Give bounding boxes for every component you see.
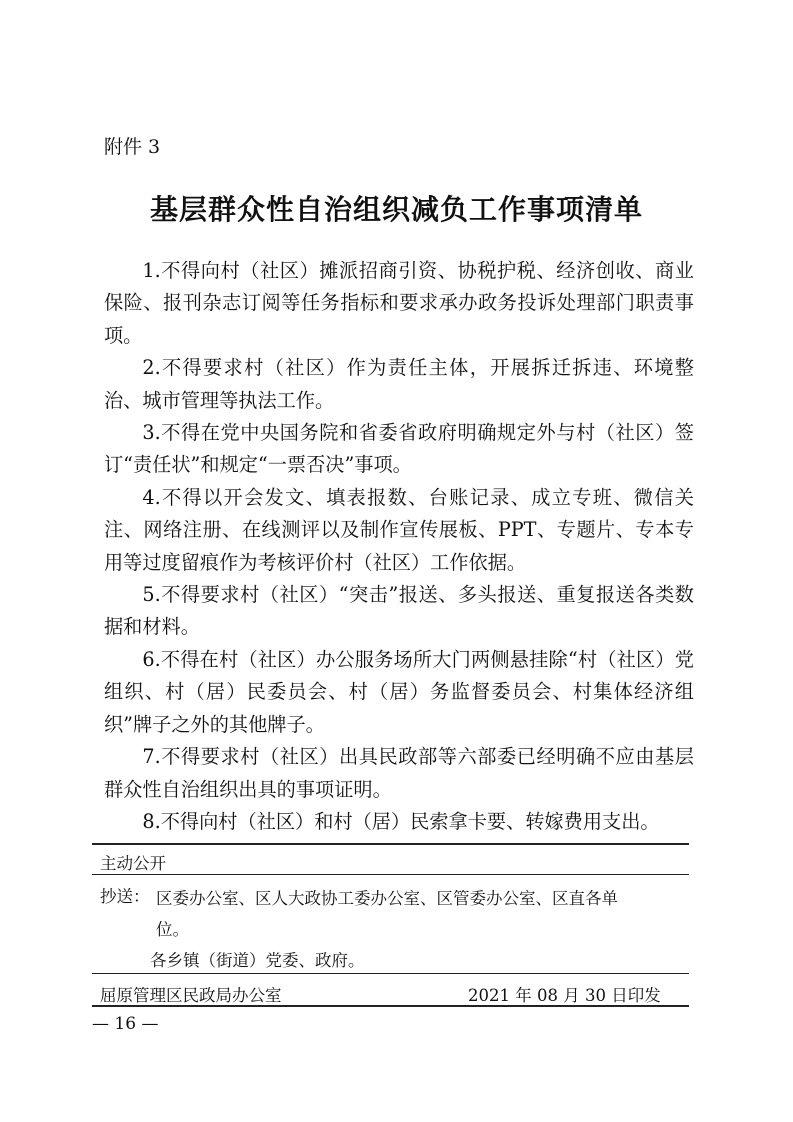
issue-date: 2021 年 08 月 30 日印发 bbox=[468, 986, 661, 1005]
footer-divider bbox=[92, 973, 689, 974]
cc-line: 区委办公室、区人大政协工委办公室、区管委办公室、区直各单 bbox=[156, 889, 618, 908]
footer-bottom-rule bbox=[92, 1005, 689, 1007]
cc-line: 各乡镇（街道）党委、政府。 bbox=[150, 951, 365, 970]
list-item: 3.不得在党中央国务院和省委省政府明确规定外与村（社区）签订“责任状”和规定“一票否决”事项。 bbox=[104, 421, 694, 477]
list-item: 6.不得在村（社区）办公服务场所大门两侧悬挂除“村（社区）党组织、村（居）民委员会、村（居）务监督委员会、村集体经济组织”牌子之外的其他牌子。 bbox=[104, 647, 694, 736]
footer-top-rule bbox=[92, 843, 689, 845]
issuer: 屈原管理区民政局办公室 bbox=[100, 986, 282, 1005]
list-item: 2.不得要求村（社区）作为责任主体，开展拆迁拆违、环境整治、城市管理等执法工作。 bbox=[104, 356, 694, 412]
attachment-label: 附件 3 bbox=[104, 136, 161, 158]
list-item: 7.不得要求村（社区）出具民政部等六部委已经明确不应由基层群众性自治组织出具的事项证明。 bbox=[104, 745, 694, 801]
list-item: 8.不得向村（社区）和村（居）民索拿卡要、转嫁费用支出。 bbox=[142, 809, 660, 833]
list-item: 1.不得向村（社区）摊派招商引资、协税护税、经济创收、商业保险、报刊杂志订阅等任务指标和要求承办政务投诉处理部门职责事项。 bbox=[104, 259, 694, 347]
document-title: 基层群众性自治组织减负工作事项清单 bbox=[149, 193, 643, 226]
list-item: 5.不得要求村（社区）“突击”报送、多头报送、重复报送各类数据和材料。 bbox=[104, 583, 694, 639]
cc-recipients bbox=[150, 883, 686, 976]
document-body bbox=[104, 255, 694, 838]
page-number: — 16 — bbox=[92, 1014, 159, 1034]
disclosure-label: 主动公开 bbox=[100, 854, 166, 873]
footer-divider bbox=[92, 874, 689, 875]
cc-label: 抄送： bbox=[100, 887, 150, 906]
cc-line: 位。 bbox=[156, 920, 189, 939]
list-item: 4.不得以开会发文、填表报数、台账记录、成立专班、微信关注、网络注册、在线测评以及制作宣传展板、PPT、专题片、专本专用等过度留痕作为考核评价村（社区）工作依据。 bbox=[104, 485, 694, 574]
